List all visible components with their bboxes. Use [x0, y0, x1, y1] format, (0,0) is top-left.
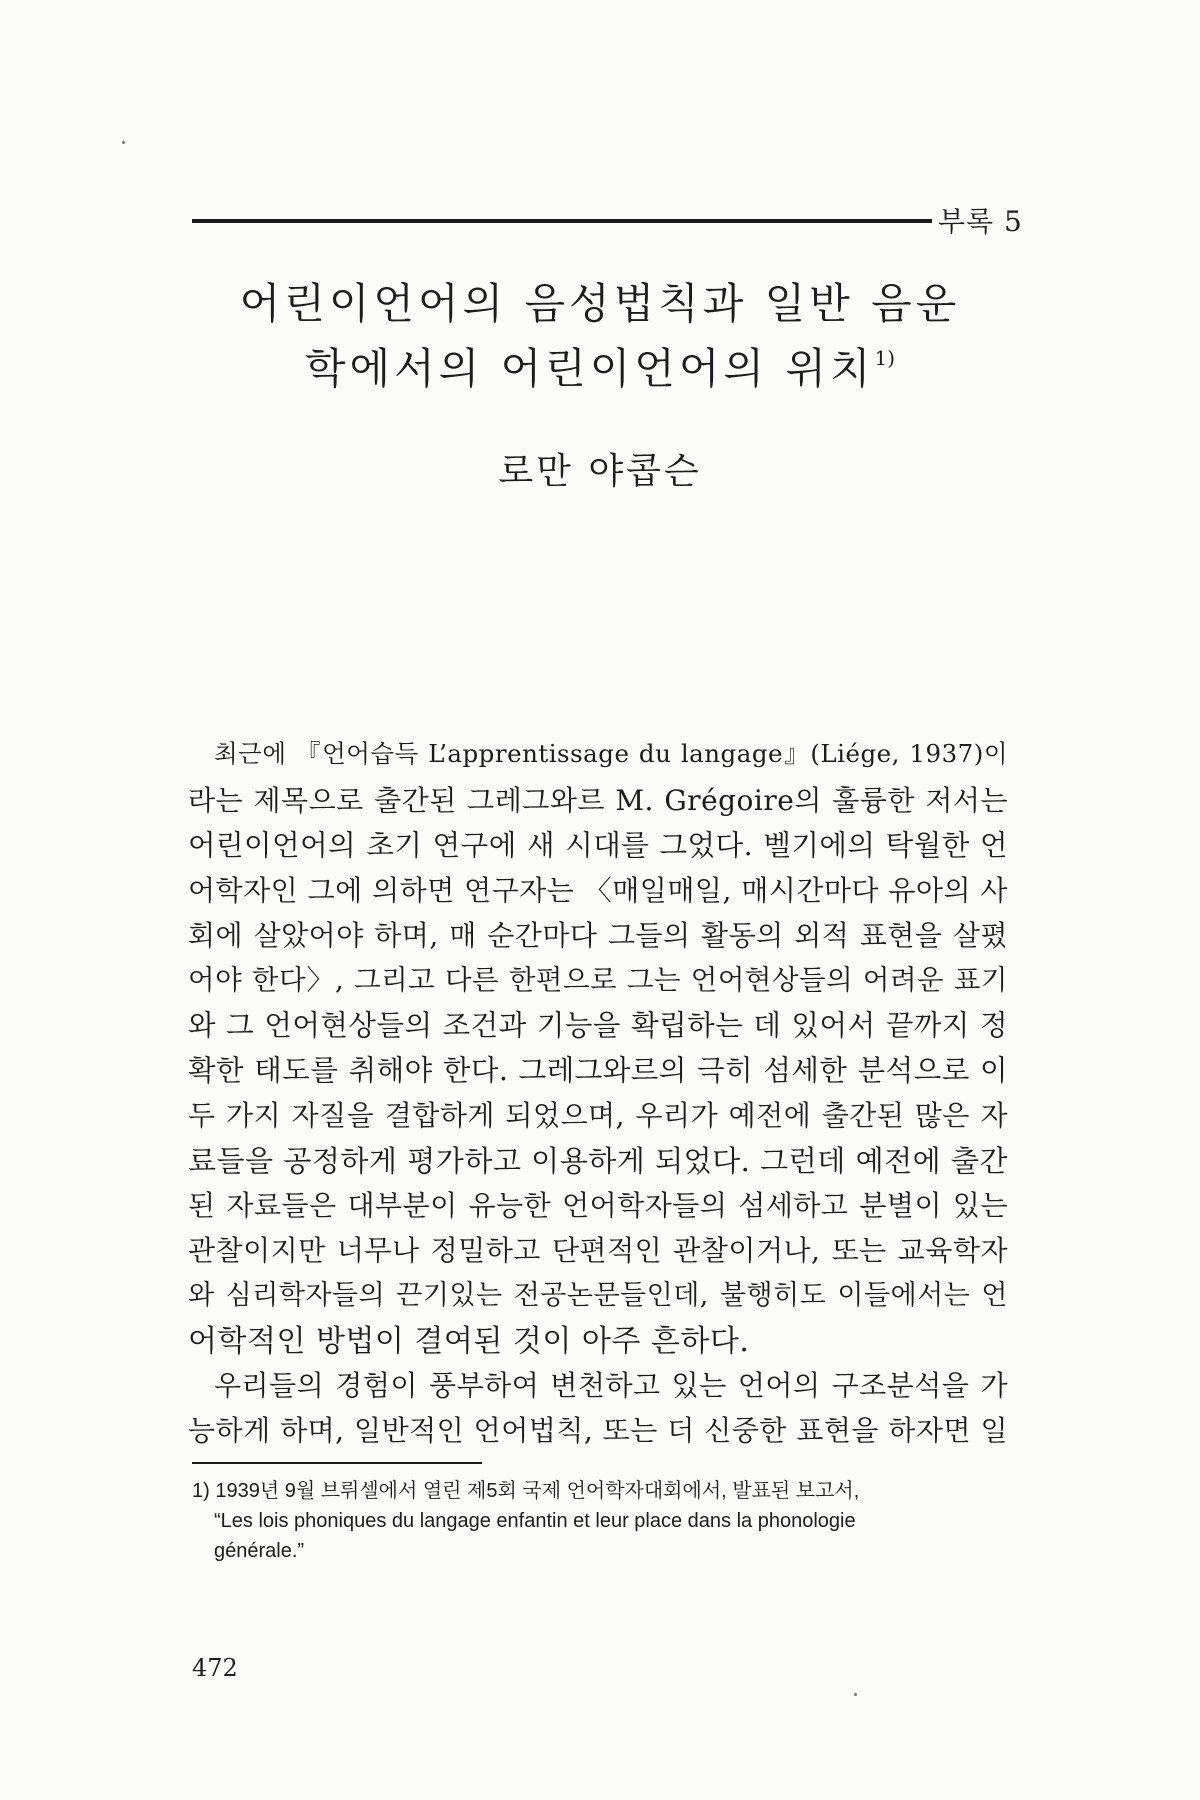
body-line: 료들을 공정하게 평가하고 이용하게 되었다. 그런데 예전에 출간: [188, 1144, 1008, 1178]
title-line-1: 어린이언어의 음성법칙과 일반 음운: [239, 279, 961, 328]
author-name: 로만 야콥슨: [498, 451, 702, 492]
header-rule: [192, 219, 932, 223]
body-line: 최근에 『언어습득 L’apprentissage du langage』(Liége, 1937)이: [214, 739, 1008, 768]
speck-mark: [854, 1693, 857, 1696]
footnote-text: “Les lois phoniques du langage enfantin et leur place dans la phonologie: [214, 1510, 856, 1532]
body-line: 회에 살았어야 하며, 매 순간마다 그들의 활동의 외적 표현을 살폈: [188, 919, 1008, 952]
body-line: 된 자료들은 대부분이 유능한 언어학자들의 섬세하고 분별이 있는: [188, 1189, 1008, 1222]
footnote-text: générale.”: [214, 1540, 305, 1562]
body-line: 우리들의 경험이 풍부하여 변천하고 있는 언어의 구조분석을 가: [214, 1369, 1008, 1402]
body-line: 어야 한다〉, 그리고 다른 한편으로 그는 언어현상들의 어려운 표기: [188, 964, 1008, 996]
title-line-2-text: 학에서의 어린이언어의 위치: [304, 344, 875, 393]
speck-mark: [122, 141, 125, 144]
body-line: 와 그 언어현상들의 조건과 기능을 확립하는 데 있어서 끝까지 정: [188, 1009, 1008, 1042]
body-line: 두 가지 자질을 결합하게 되었으며, 우리가 예전에 출간된 많은 자: [188, 1099, 1008, 1132]
title-footnote-ref: 1): [874, 346, 896, 370]
body-line: 관찰이지만 너무나 정밀하고 단편적인 관찰이거나, 또는 교육학자: [188, 1234, 1008, 1267]
footnote-text: 1) 1939년 9월 브뤼셀에서 열린 제5회 국제 언어학자대회에서, 발표된 보고서,: [192, 1480, 860, 1502]
footnote-rule: [192, 1462, 482, 1464]
title-line-2: [0, 344, 1200, 393]
body-line: 어린이언어의 초기 연구에 새 시대를 그었다. 벨기에의 탁월한 언: [188, 829, 1008, 862]
body-line: 어학자인 그에 의하면 연구자는 〈매일매일, 매시간마다 유아의 사: [188, 874, 1008, 907]
page-number: 472: [192, 1654, 238, 1682]
body-line: 와 심리학자들의 끈기있는 전공논문들인데, 불행히도 이들에서는 언: [188, 1280, 1008, 1311]
footnote-line: [214, 1511, 1008, 1531]
body-line: 라는 제목으로 출간된 그레그와르 M. Grégoire의 훌륭한 저서는: [188, 784, 1008, 817]
body-line: 어학적인 방법이 결여된 것이 아주 흔하다.: [188, 1324, 750, 1359]
body-line: 확한 태도를 취해야 한다. 그레그와르의 극히 섬세한 분석으로 이: [188, 1054, 1008, 1087]
footnote-line: [214, 1541, 1030, 1561]
section-label: 부록 5: [938, 205, 1023, 238]
body-line: 능하게 하며, 일반적인 언어법칙, 또는 더 신중한 표현을 하자면 일: [188, 1414, 1008, 1447]
footnote-line: [192, 1481, 1008, 1501]
